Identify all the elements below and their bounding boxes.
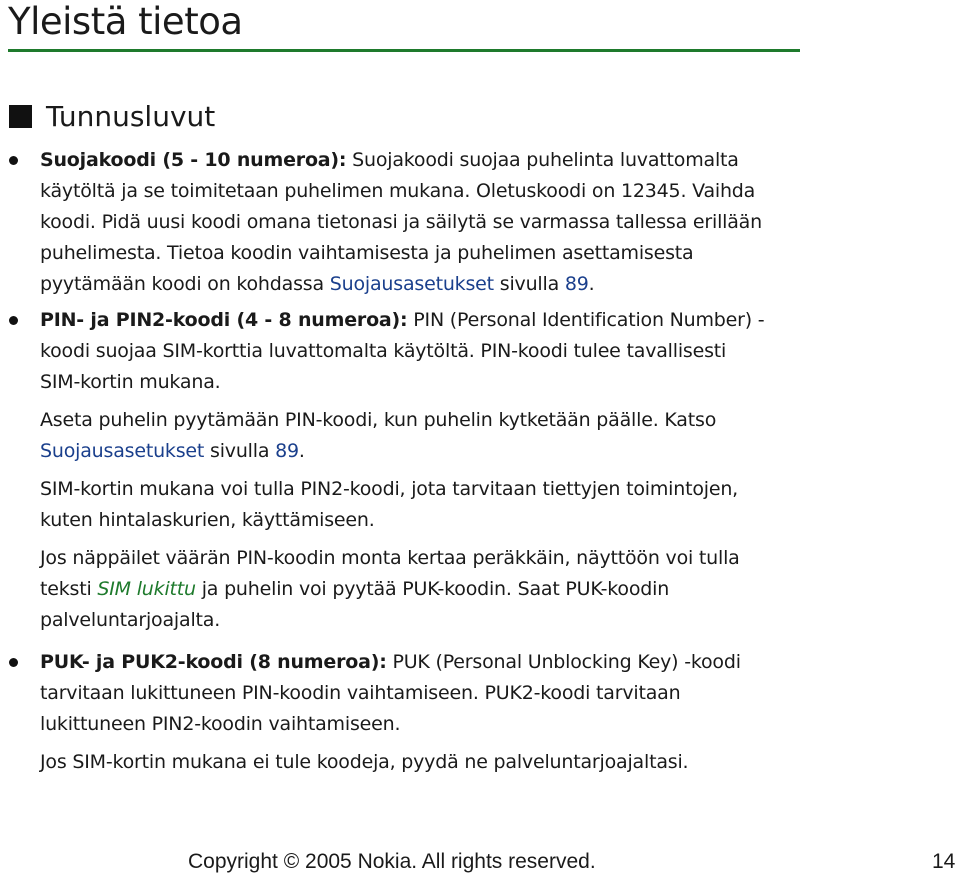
text-line: puhelimesta. Tietoa koodin vaihtamisesta ja puhelimen asettamisesta [40, 242, 694, 264]
title-underline [8, 49, 800, 52]
text-line: koodi. Pidä uusi koodi omana tietonasi ja säilytä se varmassa tallessa erillään [40, 211, 762, 233]
list-item-security-code [40, 145, 950, 300]
text-line: tarvitaan lukittuneen PIN-koodin vaihtamiseen. PUK2-koodi tarvitaan [40, 682, 681, 704]
text-line: Jos näppäilet väärän PIN-koodin monta kertaa peräkkäin, näyttöön voi tulla [40, 547, 740, 569]
text-span: pyytämään koodi on kohdassa [40, 273, 330, 295]
list-item-puk-code [40, 647, 950, 778]
bullet-icon [9, 156, 18, 165]
text-line: Jos SIM-kortin mukana ei tule koodeja, pyydä ne palveluntarjoajaltasi. [40, 751, 689, 773]
term-pin-code: PIN- ja PIN2-koodi (4 - 8 numeroa): [40, 309, 408, 331]
text-line: lukittuneen PIN2-koodin vaihtamiseen. [40, 713, 401, 735]
copyright-footer: Copyright © 2005 Nokia. All rights reserved. [188, 850, 596, 873]
list-item-pin-code [40, 305, 950, 636]
text-line: PUK (Personal Unblocking Key) -koodi [386, 651, 741, 673]
text-span: . [588, 273, 595, 295]
link-page-89[interactable]: 89 [564, 273, 589, 295]
bullet-icon [9, 658, 18, 667]
link-page-89[interactable]: 89 [275, 440, 299, 462]
section-heading [9, 96, 215, 136]
text-line: Aseta puhelin pyytämään PIN-koodi, kun puhelin kytketään päälle. Katso [40, 409, 717, 431]
text-line: koodi suojaa SIM-korttia luvattomalta käytöltä. PIN-koodi tulee tavallisesti [40, 340, 727, 362]
text-line: SIM-kortin mukana voi tulla PIN2-koodi, jota tarvitaan tiettyjen toimintojen, [40, 478, 739, 500]
term-security-code: Suojakoodi (5 - 10 numeroa): [40, 149, 347, 171]
text-line: SIM-kortin mukana. [40, 371, 221, 393]
text-line: palveluntarjoajalta. [40, 609, 221, 631]
term-puk-code: PUK- ja PUK2-koodi (8 numeroa): [40, 651, 387, 673]
section-heading-text: Tunnusluvut [46, 99, 216, 133]
link-security-settings[interactable]: Suojausasetukset [329, 273, 494, 295]
text-span: . [298, 440, 305, 462]
text-span: sivulla [204, 440, 276, 462]
text-span: sivulla [493, 273, 565, 295]
text-span: teksti [40, 578, 98, 600]
square-bullet-icon [9, 105, 32, 128]
page-number: 14 [932, 850, 956, 873]
page-title: Yleistä tietoa [8, 0, 243, 43]
text-span: ja puhelin voi pyytää PUK-koodin. Saat PUK-koodin [195, 578, 670, 600]
text-line: kuten hintalaskurien, käyttämiseen. [40, 509, 375, 531]
text-line: PIN (Personal Identification Number) - [407, 309, 765, 331]
text-line: käytöltä ja se toimitetaan puhelimen mukana. Oletuskoodi on 12345. Vaihda [40, 180, 756, 202]
bullet-icon [9, 316, 18, 325]
link-security-settings[interactable]: Suojausasetukset [40, 440, 205, 462]
term-sim-locked: SIM lukittu [97, 578, 196, 600]
text-line: Suojakoodi suojaa puhelinta luvattomalta [346, 149, 739, 171]
